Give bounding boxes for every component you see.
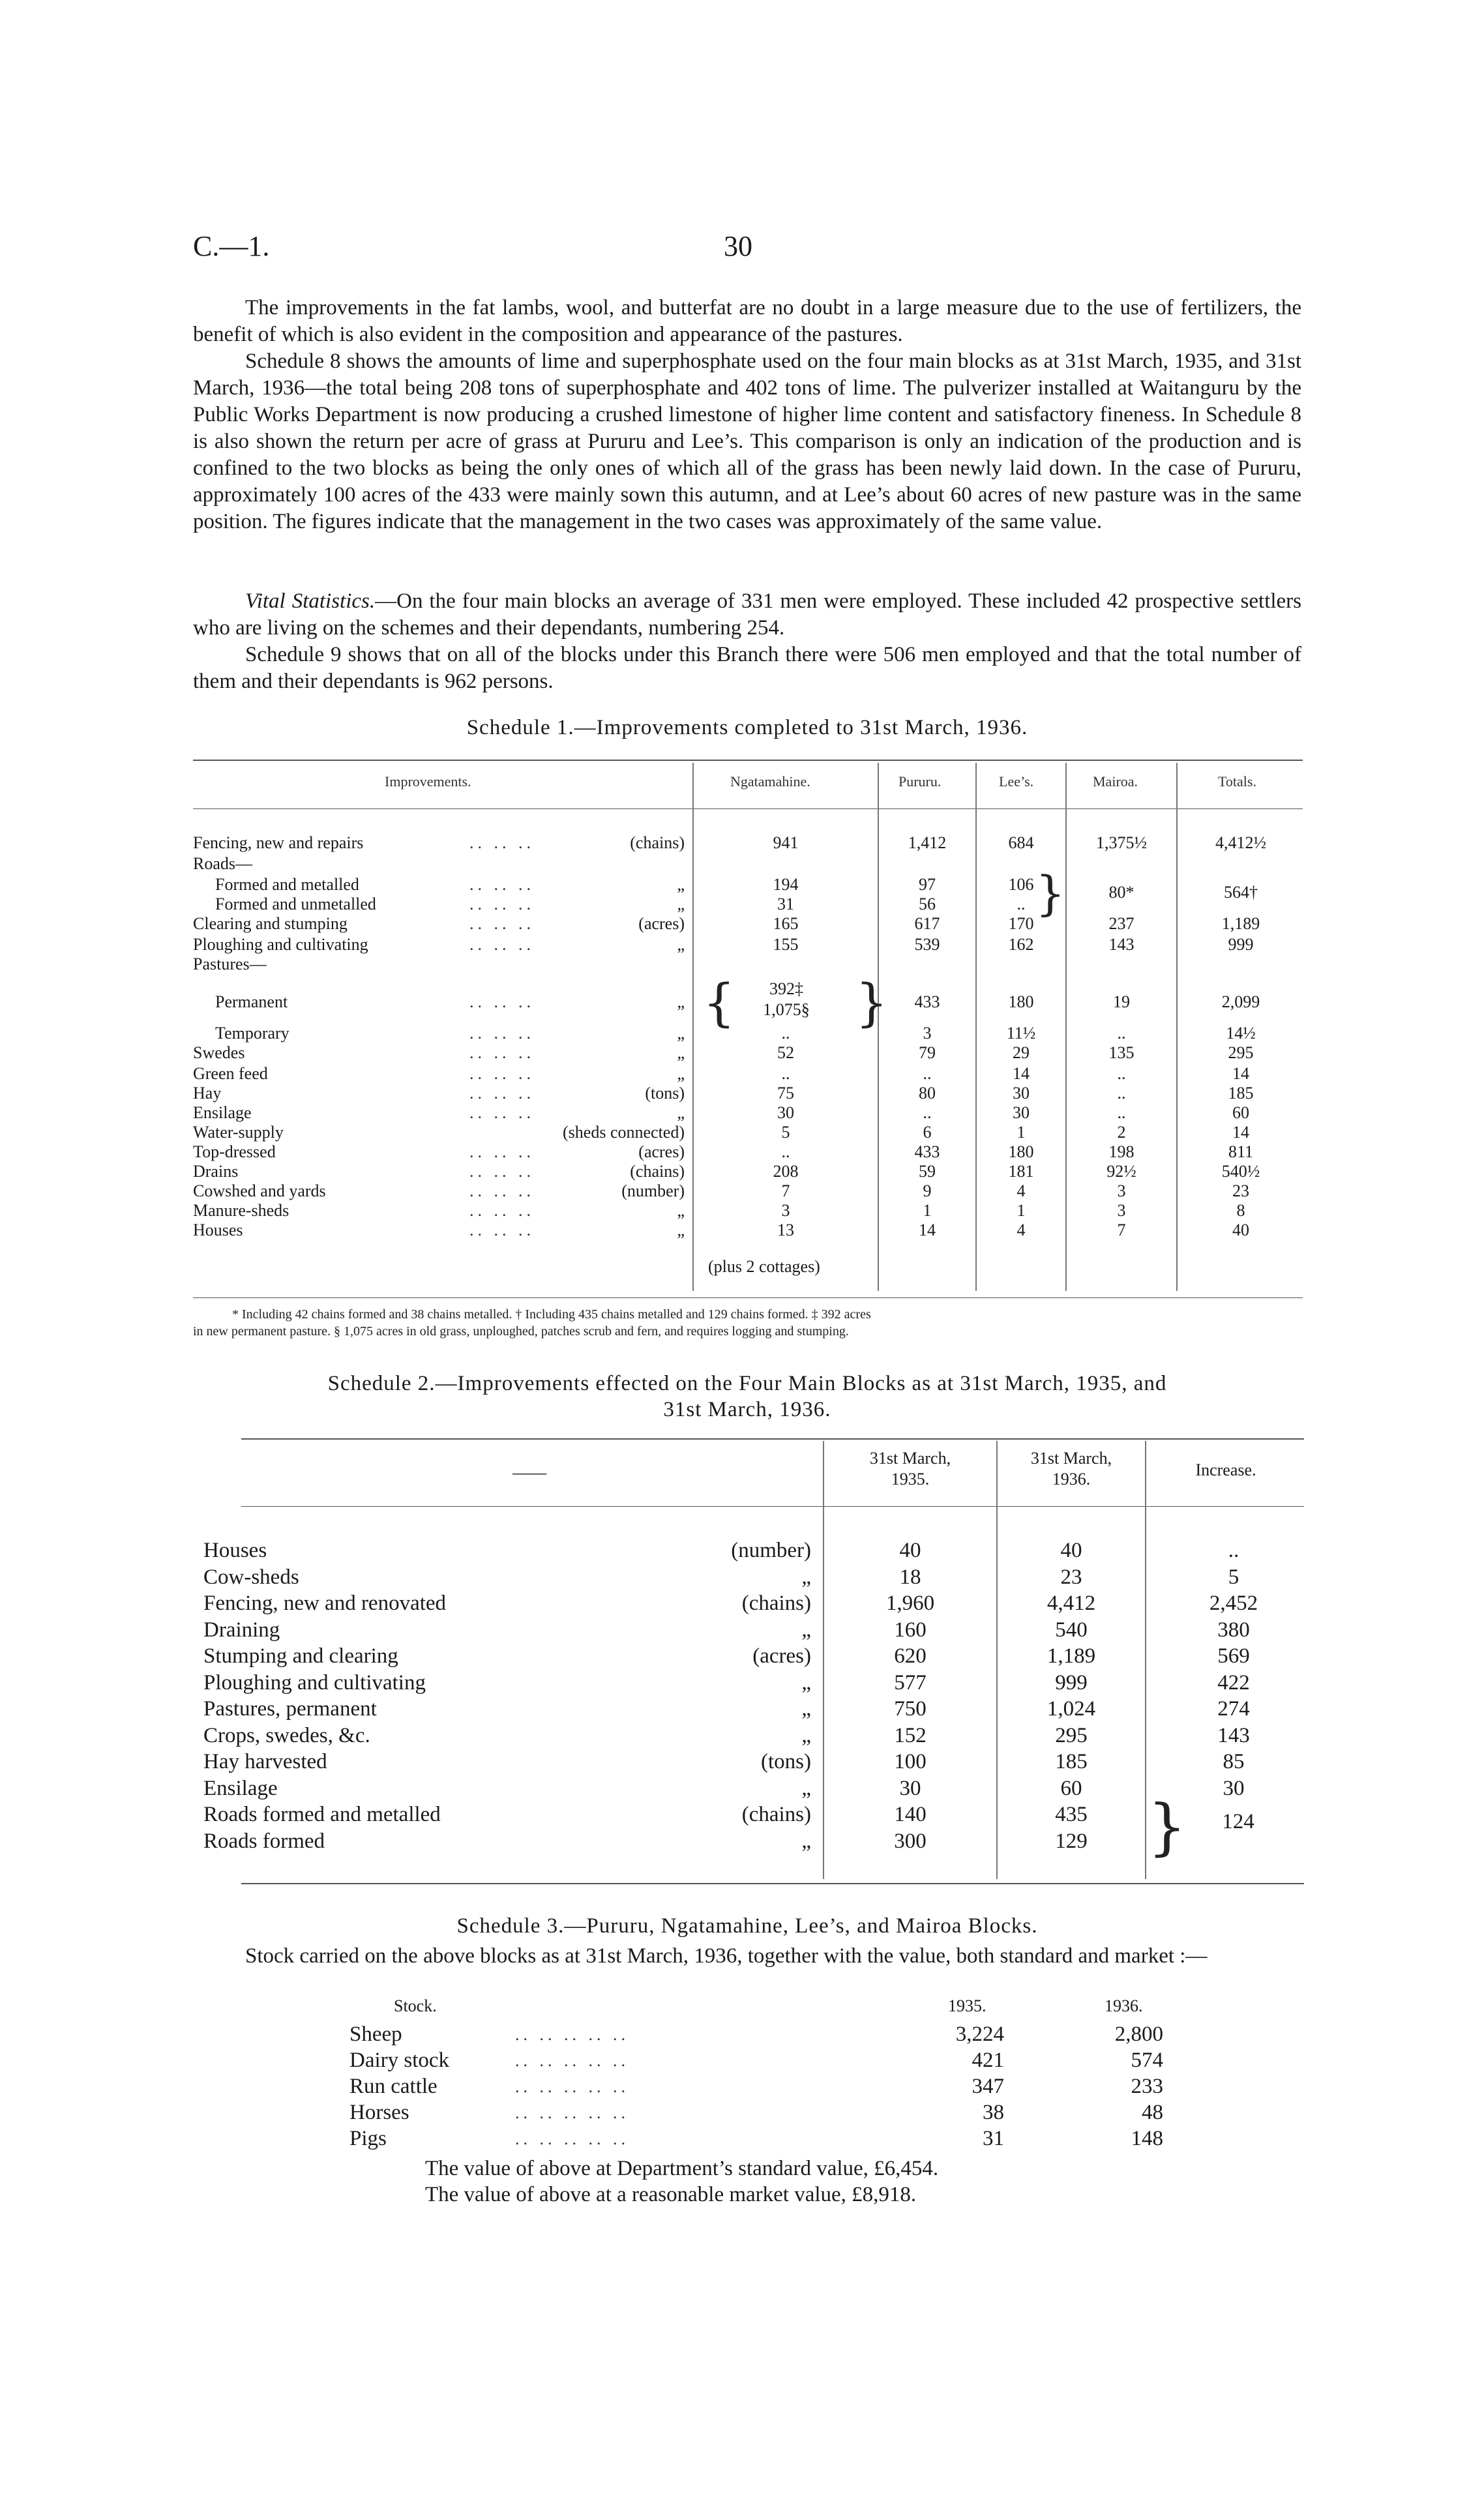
value-standard: The value of above at Department’s standard value, £6,454. xyxy=(425,2157,939,2180)
schedule1-cell: 92½ xyxy=(1106,1162,1136,1181)
schedule1-cell: 539 xyxy=(914,935,940,954)
schedule2-row-label: Fencing, new and renovated xyxy=(203,1592,447,1615)
schedule2-row-label: Hay harvested xyxy=(203,1750,327,1773)
schedule1-row-unit: „ xyxy=(677,875,685,894)
schedule1-header-mairoa: Mairoa. xyxy=(1093,773,1138,790)
schedule2-row-label: Pastures, permanent xyxy=(203,1697,377,1721)
leader-dots: .. .. .. xyxy=(469,935,535,954)
schedule1-cell: .. xyxy=(781,1024,790,1043)
schedule2-cell-1935: 577 xyxy=(894,1670,927,1695)
schedule1-col-divider xyxy=(975,763,977,1291)
schedule2-cell-1936: 1,024 xyxy=(1046,1697,1096,1721)
value-market: The value of above at a reasonable market value, £8,918. xyxy=(425,2183,917,2206)
schedule1-cell: .. xyxy=(923,1064,932,1083)
schedule1-cell: 170 xyxy=(1008,914,1034,933)
schedule1-cell: 3 xyxy=(1117,1181,1126,1200)
schedule3-header-1935: 1935. xyxy=(948,1996,987,2015)
schedule1-cell: 2,099 xyxy=(1221,992,1260,1011)
schedule2-row-unit: „ xyxy=(801,1829,811,1853)
schedule1-top-rule xyxy=(193,760,1303,761)
schedule1-cell: 79 xyxy=(919,1043,936,1062)
schedule2-cell-1936: 185 xyxy=(1055,1750,1088,1773)
permanent-ngatamahine-new: 392‡ xyxy=(769,979,803,998)
schedule1-cell: 75 xyxy=(777,1084,794,1103)
leader-dots: .. .. .. .. .. xyxy=(515,2077,629,2096)
leader-dots: .. .. .. xyxy=(469,895,535,913)
schedule2-row-unit: (acres) xyxy=(752,1644,811,1668)
schedule2-cell-1935: 750 xyxy=(894,1697,927,1721)
schedule1-header-pururu: Pururu. xyxy=(898,773,942,790)
schedule2-row-label: Crops, swedes, &c. xyxy=(203,1723,370,1747)
schedule1-row-label: Hay xyxy=(193,1084,222,1103)
schedule1-cell: 4,412½ xyxy=(1215,833,1266,852)
schedule1-row-unit: „ xyxy=(677,1064,685,1083)
schedule1-cell: .. xyxy=(781,1064,790,1083)
schedule1-cell: 7 xyxy=(781,1181,790,1200)
schedule1-header-totals: Totals. xyxy=(1218,773,1256,790)
schedule2-cell-1936: 540 xyxy=(1055,1618,1088,1642)
leader-dots: .. .. .. xyxy=(469,1084,535,1103)
schedule2-cell-increase: 422 xyxy=(1217,1670,1250,1695)
schedule1-cell: .. xyxy=(923,1103,932,1122)
schedule1-cell: .. xyxy=(1117,1024,1126,1043)
schedule1-row-unit: „ xyxy=(677,992,685,1011)
schedule1-cell: 14 xyxy=(1232,1123,1249,1142)
schedule1-row-label: Formed and metalled xyxy=(215,875,359,894)
schedule3-cell-1935: 3,224 xyxy=(955,2022,1004,2046)
schedule1-cell: 180 xyxy=(1008,1142,1034,1161)
schedule1-cell: 617 xyxy=(914,914,940,933)
schedule1-row-unit: „ xyxy=(677,895,685,913)
schedule2-cell-1936: 1,189 xyxy=(1046,1644,1096,1668)
schedule2-cell-1936: 23 xyxy=(1060,1565,1082,1589)
schedule1-cell: 540½ xyxy=(1221,1162,1260,1181)
schedule1-header-ngatamahine: Ngatamahine. xyxy=(730,773,810,790)
schedule2-cell-increase: 85 xyxy=(1223,1750,1245,1773)
leader-dots: .. .. .. xyxy=(469,833,535,852)
schedule1-cell: 3 xyxy=(1117,1201,1126,1220)
schedule3-cell-1936: 574 xyxy=(1131,2049,1163,2072)
schedule1-header-improvements: Improvements. xyxy=(385,773,471,790)
schedule1-cell: 3 xyxy=(923,1024,932,1043)
schedule1-cell: 8 xyxy=(1236,1201,1245,1220)
schedule2-row-unit: „ xyxy=(801,1697,811,1721)
schedule1-footnote-line2: in new permanent pasture. § 1,075 acres in old grass, unploughed, patches scrub and fern, and requires logging and stumping. xyxy=(193,1324,849,1339)
vital-statistics-label: Vital Statistics. xyxy=(245,589,376,613)
schedule2-cell-1936: 40 xyxy=(1060,1539,1082,1562)
schedule1-header-lees: Lee’s. xyxy=(999,773,1034,790)
schedule1-cell: 208 xyxy=(773,1162,799,1181)
schedule1-row-label: Roads— xyxy=(193,854,252,873)
schedule1-cell: 19 xyxy=(1113,992,1130,1011)
schedule1-cell: .. xyxy=(781,1142,790,1161)
schedule3-title: Schedule 3.—Pururu, Ngatamahine, Lee’s, and Mairoa Blocks. xyxy=(456,1914,1038,1938)
schedule2-row-unit: „ xyxy=(801,1776,811,1800)
schedule1-cell: 30 xyxy=(1013,1084,1030,1103)
schedule1-cell: 14½ xyxy=(1226,1024,1256,1043)
section-code: C.—1. xyxy=(193,230,270,262)
schedule1-cell: 155 xyxy=(773,935,799,954)
schedule2-row-label: Ensilage xyxy=(203,1776,278,1800)
schedule1-cell: 14 xyxy=(919,1221,936,1239)
schedule1-cell: 30 xyxy=(1013,1103,1030,1122)
schedule1-cell: 97 xyxy=(919,875,936,894)
leader-dots: .. .. .. xyxy=(469,1064,535,1083)
schedule1-row-unit: „ xyxy=(677,935,685,954)
schedule1-row-label: Fencing, new and repairs xyxy=(193,833,364,852)
schedule2-row-unit: (chains) xyxy=(741,1803,811,1826)
schedule2-row-unit: (chains) xyxy=(741,1592,811,1615)
schedule1-row-unit: „ xyxy=(677,1221,685,1239)
schedule2-cell-1935: 152 xyxy=(894,1723,927,1747)
schedule2-cell-1936: 435 xyxy=(1055,1803,1088,1826)
roads-total-value: 564† xyxy=(1224,883,1258,902)
schedule1-cell: .. xyxy=(1017,895,1026,913)
schedule1-row-label: Top-dressed xyxy=(193,1142,276,1161)
schedule1-cell: 237 xyxy=(1108,914,1135,933)
right-brace: } xyxy=(1035,866,1065,921)
schedule2-cell-1936: 60 xyxy=(1060,1776,1082,1800)
schedule2-cell-1935: 620 xyxy=(894,1644,927,1668)
schedule3-row-label: Sheep xyxy=(349,2022,402,2046)
leader-dots: .. .. .. .. .. xyxy=(515,2103,629,2122)
schedule1-row-label: Pastures— xyxy=(193,955,267,973)
schedule1-cell: 9 xyxy=(923,1181,932,1200)
schedule2-cell-1935: 300 xyxy=(894,1829,927,1853)
schedule2-row-label: Draining xyxy=(203,1618,280,1642)
schedule1-cell: 1 xyxy=(1017,1123,1026,1142)
schedule1-cell: 2 xyxy=(1117,1123,1126,1142)
paragraph-vital-statistics xyxy=(193,588,1301,642)
schedule1-cell: 59 xyxy=(919,1162,936,1181)
schedule2-row-unit: „ xyxy=(801,1565,811,1589)
schedule2-cell-1935: 160 xyxy=(894,1618,927,1642)
schedule3-intro: Stock carried on the above blocks as at 31st March, 1936, together with the value, both standard and market :— xyxy=(245,1944,1208,1968)
schedule2-row-unit: „ xyxy=(801,1670,811,1695)
schedule2-cell-increase: 569 xyxy=(1217,1644,1250,1668)
paragraph-fertilizers: The improvements in the fat lambs, wool, and butterfat are no doubt in a large measure due to the use of fertilizers, the benefit of which is also evident in the composition and appearance of the pastures. xyxy=(193,296,1301,346)
schedule3-row-label: Dairy stock xyxy=(349,2049,450,2072)
schedule1-cell: 295 xyxy=(1228,1043,1254,1062)
schedule1-cell: 198 xyxy=(1108,1142,1135,1161)
schedule2-header-1936-a: 31st March, xyxy=(1030,1449,1112,1468)
schedule2-title-line1: Schedule 2.—Improvements effected on the Four Main Blocks as at 31st March, 1935, and xyxy=(327,1372,1167,1395)
schedule1-row-label: Formed and unmetalled xyxy=(215,895,376,913)
schedule1-row-label: Water-supply xyxy=(193,1123,284,1142)
schedule2-cell-increase: .. xyxy=(1228,1539,1239,1562)
right-brace: } xyxy=(855,974,888,1033)
leader-dots: .. .. .. xyxy=(469,1024,535,1043)
schedule1-row-unit: (tons) xyxy=(645,1084,685,1103)
schedule2-col-divider xyxy=(996,1441,998,1879)
schedule1-cell: 106 xyxy=(1008,875,1034,894)
schedule1-cell: 162 xyxy=(1008,935,1034,954)
schedule3-cell-1936: 48 xyxy=(1142,2101,1163,2124)
houses-cottages-note: (plus 2 cottages) xyxy=(708,1257,820,1276)
schedule1-row-label: Clearing and stumping xyxy=(193,914,348,933)
schedule2-cell-increase: 380 xyxy=(1217,1618,1250,1642)
schedule1-cell: 14 xyxy=(1013,1064,1030,1083)
schedule1-header-rule xyxy=(193,808,1303,809)
leader-dots: .. .. .. .. .. xyxy=(515,2129,629,2148)
schedule2-cell-increase: 5 xyxy=(1228,1565,1239,1589)
schedule2-cell-increase: 2,452 xyxy=(1209,1592,1258,1615)
schedule1-cell: 165 xyxy=(773,914,799,933)
schedule1-row-unit: (acres) xyxy=(638,1142,685,1161)
schedule1-cell: 180 xyxy=(1008,992,1034,1011)
schedule1-col-divider xyxy=(1176,763,1178,1291)
roads-increase-value: 124 xyxy=(1222,1810,1254,1833)
schedule1-cell: 3 xyxy=(781,1201,790,1220)
schedule2-row-label: Ploughing and cultivating xyxy=(203,1670,426,1695)
schedule1-row-unit: (chains) xyxy=(630,1162,685,1181)
leader-dots: .. .. .. xyxy=(469,1103,535,1122)
schedule2-row-unit: „ xyxy=(801,1723,811,1747)
schedule1-row-label: Permanent xyxy=(215,992,288,1011)
schedule1-row-unit: „ xyxy=(677,1043,685,1062)
schedule1-row-unit: „ xyxy=(677,1024,685,1043)
schedule2-row-unit: (tons) xyxy=(761,1750,811,1773)
schedule1-cell: 194 xyxy=(773,875,799,894)
schedule3-cell-1935: 38 xyxy=(983,2101,1004,2124)
schedule3-row-label: Pigs xyxy=(349,2127,387,2150)
schedule1-row-label: Ploughing and cultivating xyxy=(193,935,368,954)
schedule2-cell-1936: 4,412 xyxy=(1046,1592,1096,1615)
schedule1-cell: 1,189 xyxy=(1221,914,1260,933)
schedule1-cell: 433 xyxy=(914,1142,940,1161)
roads-mairoa-value: 80* xyxy=(1108,883,1135,902)
paragraph-schedule9: Schedule 9 shows that on all of the blocks under this Branch there were 506 men employed and that the total number of them and their dependants is 962 persons. xyxy=(193,643,1301,693)
schedule1-row-unit: „ xyxy=(677,1103,685,1122)
schedule2-col-divider xyxy=(1145,1441,1146,1879)
schedule1-cell: 30 xyxy=(777,1103,794,1122)
schedule1-cell: 6 xyxy=(923,1123,932,1142)
schedule2-cell-1935: 1,960 xyxy=(885,1592,935,1615)
schedule1-cell: 684 xyxy=(1008,833,1034,852)
leader-dots: .. .. .. xyxy=(469,875,535,894)
schedule3-cell-1935: 31 xyxy=(983,2127,1004,2150)
schedule2-cell-increase: 30 xyxy=(1223,1776,1245,1800)
leader-dots: .. .. .. xyxy=(469,1181,535,1200)
schedule3-header-1936: 1936. xyxy=(1105,1996,1143,2015)
schedule1-cell: 4 xyxy=(1017,1181,1026,1200)
schedule1-cell: 4 xyxy=(1017,1221,1026,1239)
schedule1-cell: 185 xyxy=(1228,1084,1254,1103)
schedule1-row-label: Green feed xyxy=(193,1064,268,1083)
leader-dots: .. .. .. xyxy=(469,1043,535,1062)
schedule1-cell: 29 xyxy=(1013,1043,1030,1062)
schedule2-row-label: Houses xyxy=(203,1539,267,1562)
leader-dots: .. .. .. .. .. xyxy=(515,2051,629,2070)
schedule3-cell-1935: 421 xyxy=(972,2049,1004,2072)
schedule2-cell-1936: 999 xyxy=(1055,1670,1088,1695)
schedule2-cell-1935: 30 xyxy=(899,1776,921,1800)
schedule1-cell: 1 xyxy=(923,1201,932,1220)
schedule1-cell: 811 xyxy=(1228,1142,1254,1161)
leader-dots: .. .. .. xyxy=(469,1162,535,1181)
page-number: 30 xyxy=(724,230,752,262)
schedule3-row-label: Run cattle xyxy=(349,2075,438,2098)
leader-dots: .. .. .. xyxy=(469,1201,535,1220)
schedule1-cell: 999 xyxy=(1228,935,1254,954)
schedule1-row-label: Houses xyxy=(193,1221,243,1239)
schedule1-cell: 433 xyxy=(914,992,940,1011)
schedule1-cell: 181 xyxy=(1008,1162,1034,1181)
leader-dots: .. .. .. xyxy=(469,992,535,1011)
schedule1-cell: 1,412 xyxy=(908,833,947,852)
schedule2-cell-1936: 295 xyxy=(1055,1723,1088,1747)
schedule1-cell: .. xyxy=(1117,1084,1126,1103)
schedule1-cell: 11½ xyxy=(1006,1024,1036,1043)
schedule1-cell: 13 xyxy=(777,1221,794,1239)
schedule1-row-unit: (chains) xyxy=(630,833,685,852)
schedule1-row-label: Drains xyxy=(193,1162,239,1181)
leader-dots: .. .. .. .. .. xyxy=(515,2025,629,2044)
schedule2-title-line2: 31st March, 1936. xyxy=(663,1398,831,1421)
left-brace: { xyxy=(703,974,735,1033)
schedule1-row-label: Manure-sheds xyxy=(193,1201,289,1220)
schedule2-header-1936-b: 1936. xyxy=(1052,1470,1091,1488)
schedule1-cell: 31 xyxy=(777,895,794,913)
schedule2-col-divider xyxy=(823,1441,824,1879)
schedule1-cell: 7 xyxy=(1117,1221,1126,1239)
schedule2-row-label: Roads formed and metalled xyxy=(203,1803,441,1826)
schedule1-cell: 40 xyxy=(1232,1221,1249,1239)
schedule1-cell: 52 xyxy=(777,1043,794,1062)
schedule1-cell: 60 xyxy=(1232,1103,1249,1122)
schedule1-cell: 941 xyxy=(773,833,799,852)
schedule2-cell-1935: 100 xyxy=(894,1750,927,1773)
leader-dots: .. .. .. xyxy=(469,1142,535,1161)
schedule1-row-label: Temporary xyxy=(215,1024,289,1043)
leader-dots: .. .. .. xyxy=(469,914,535,933)
schedule1-cell: 5 xyxy=(781,1123,790,1142)
schedule2-row-unit: (number) xyxy=(731,1539,811,1562)
schedule1-cell: .. xyxy=(1117,1064,1126,1083)
schedule1-title: Schedule 1.—Improvements completed to 31st March, 1936. xyxy=(466,716,1028,739)
schedule1-col-divider xyxy=(1065,763,1067,1291)
schedule2-cell-increase: 274 xyxy=(1217,1697,1250,1721)
schedule3-row-label: Horses xyxy=(349,2101,409,2124)
schedule3-cell-1936: 2,800 xyxy=(1114,2022,1163,2046)
schedule1-footnote-line1: * Including 42 chains formed and 38 chains metalled. † Including 435 chains metalled and 129 chains formed. ‡ 392 acres xyxy=(232,1307,871,1322)
schedule2-cell-1935: 140 xyxy=(894,1803,927,1826)
schedule1-row-unit: „ xyxy=(677,1201,685,1220)
schedule3-cell-1935: 347 xyxy=(972,2075,1004,2098)
schedule2-cell-1935: 40 xyxy=(899,1539,921,1562)
schedule2-row-label: Stumping and clearing xyxy=(203,1644,398,1668)
schedule1-cell: 143 xyxy=(1108,935,1135,954)
vital-statistics-text: —On the four main blocks an average of 331 men were employed. These included 42 prospective settlers who are living on the schemes and their dependants, numbering 254. xyxy=(193,589,1302,640)
schedule1-row-label: Swedes xyxy=(193,1043,245,1062)
paragraph-schedule8: Schedule 8 shows the amounts of lime and superphosphate used on the four main blocks as at 31st March, 1935, and 31st March, 1936—the total being 208 tons of superphosphate and 402 tons of lime. The pulverizer installed at Waitanguru by the Public Works Department is now producing a crushed limestone of higher lime content and satisfactory fineness. In Schedule 8 is also shown the return per acre of grass at Pururu and Lee’s. This comparison is only an indication of the production and is confined to the two blocks as being the only ones of which all of the grass has been newly laid down. In the case of Pururu, approximately 100 acres of the 433 were mainly sown this autumn, and at Lee’s about 60 acres of new pasture was in the same position. The figures indicate that the management in the two cases was approximately of the same value. xyxy=(193,349,1301,533)
schedule3-cell-1936: 233 xyxy=(1131,2075,1163,2098)
schedule2-header-1935-b: 1935. xyxy=(891,1470,930,1488)
schedule2-bottom-rule xyxy=(241,1883,1304,1884)
schedule1-cell: 80 xyxy=(919,1084,936,1103)
schedule3-header-stock: Stock. xyxy=(394,1996,437,2015)
schedule1-row-unit: (number) xyxy=(621,1181,685,1200)
schedule1-col-divider xyxy=(692,763,694,1291)
schedule1-row-unit: (sheds connected) xyxy=(563,1123,685,1142)
schedule2-row-label: Roads formed xyxy=(203,1829,325,1853)
schedule2-header-1935-a: 31st March, xyxy=(869,1449,951,1468)
schedule1-cell: 135 xyxy=(1108,1043,1135,1062)
schedule2-header-dash: —— xyxy=(512,1463,546,1482)
schedule2-cell-increase: 143 xyxy=(1217,1723,1250,1747)
schedule2-cell-1936: 129 xyxy=(1055,1829,1088,1853)
schedule1-row-label: Ensilage xyxy=(193,1103,252,1122)
schedule1-cell: 56 xyxy=(919,895,936,913)
right-brace: } xyxy=(1148,1792,1187,1863)
schedule1-row-unit: (acres) xyxy=(638,914,685,933)
schedule3-cell-1936: 148 xyxy=(1131,2127,1163,2150)
schedule1-cell: 23 xyxy=(1232,1181,1249,1200)
schedule2-cell-1935: 18 xyxy=(899,1565,921,1589)
schedule1-cell: 1 xyxy=(1017,1201,1026,1220)
permanent-ngatamahine-old: 1,075§ xyxy=(763,1000,810,1019)
schedule2-row-unit: „ xyxy=(801,1618,811,1642)
leader-dots: .. .. .. xyxy=(469,1221,535,1239)
schedule2-row-label: Cow-sheds xyxy=(203,1565,299,1589)
schedule1-row-label: Cowshed and yards xyxy=(193,1181,326,1200)
schedule1-cell: 14 xyxy=(1232,1064,1249,1083)
schedule1-bottom-rule xyxy=(193,1297,1303,1298)
schedule1-cell: .. xyxy=(1117,1103,1126,1122)
schedule1-cell: 1,375½ xyxy=(1096,833,1147,852)
schedule2-header-increase: Increase. xyxy=(1195,1460,1256,1479)
schedule2-top-rule xyxy=(241,1438,1304,1440)
